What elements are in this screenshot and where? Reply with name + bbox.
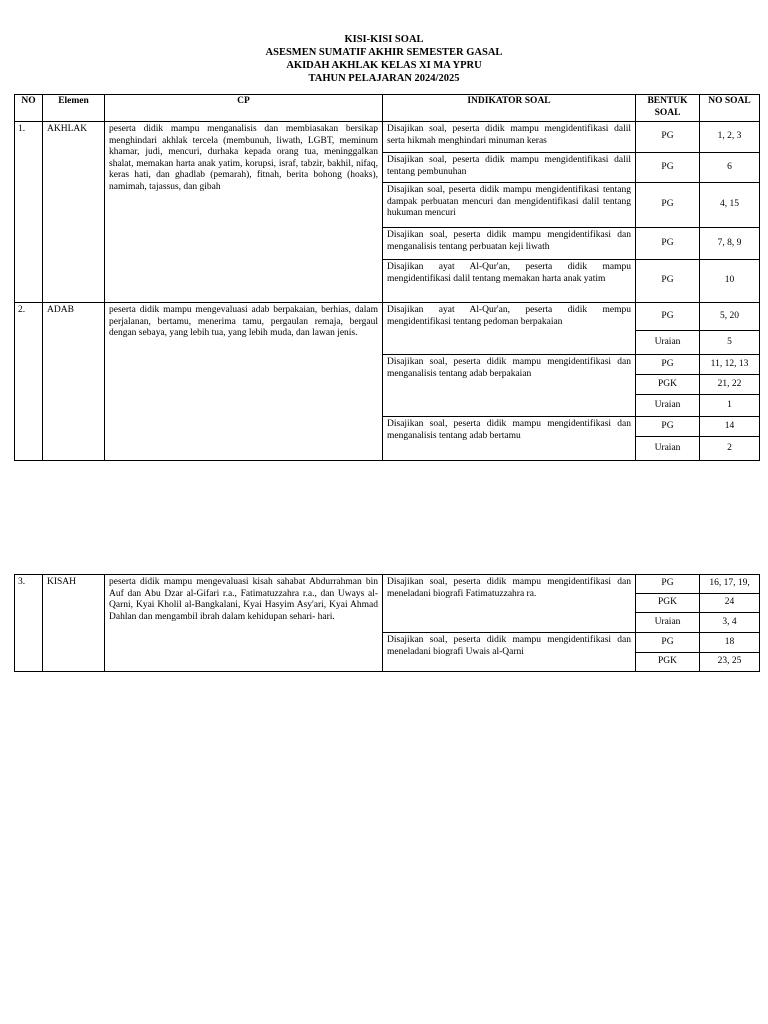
row-elemen: KISAH [43,575,105,672]
row-number: 1. [15,122,43,303]
row-bentuk-soal: Uraian [636,437,700,461]
row-bentuk-soal: Uraian [636,613,700,633]
title-line-1: KISI-KISI SOAL [344,34,424,45]
header-no: NO [15,95,43,122]
table-row [15,303,760,331]
row-bentuk-soal: PGK [636,653,700,672]
row-no-soal: 21, 22 [700,375,760,395]
row-no-soal: 24 [700,594,760,613]
row-no-soal: 5, 20 [700,303,760,331]
row-bentuk-soal: PGK [636,375,700,395]
row-elemen: ADAB [43,303,105,461]
row-no-soal: 6 [700,153,760,183]
kisi-kisi-table [14,94,760,461]
row-no-soal: 3, 4 [700,613,760,633]
document-title [0,33,768,85]
row-bentuk-soal: PG [636,633,700,653]
title-line-3: AKIDAH AKHLAK KELAS XI MA YPRU [286,60,482,71]
row-cp: peserta didik mampu menganalisis dan membiasakan bersikap menghindari akhlak tercela (membunuh, liwath, LGBT, meminum khamar, judi, mencuri, durhaka kepada orang tua, meninggalkan shalat, memakan harta anak yatim, korupsi, israf, tabzir, bakhil, nifaq, keras hati, dan ghadlab (pemarah), fitnah, berita bohong (hoaks), namimah, tajassus, dan gibah [105,122,383,303]
title-line-4: TAHUN PELAJARAN 2024/2025 [308,73,460,84]
row-bentuk-soal: PG [636,260,700,303]
row-number: 3. [15,575,43,672]
row-elemen: AKHLAK [43,122,105,303]
row-bentuk-soal: PG [636,575,700,594]
row-cp: peserta didik mampu mengevaluasi kisah sahabat Abdurrahman bin Auf dan Abu Dzar al-Gifari r.a., Fatimatuzzahra r.a., dan Uways al- Qarni, Kyai Kholil al-Bangkalani, Kyai Hasyim Asy'ari, Kyai Ahmad Dahlan dan mengambil ibrah dalam kehidupan sehari- hari. [105,575,383,672]
header-bentuk-soal: BENTUK SOAL [636,95,700,122]
row-bentuk-soal: Uraian [636,331,700,355]
row-no-soal: 1 [700,395,760,417]
row-no-soal: 1, 2, 3 [700,122,760,153]
row-bentuk-soal: PG [636,417,700,437]
row-no-soal: 14 [700,417,760,437]
row-no-soal: 2 [700,437,760,461]
header-indikator: INDIKATOR SOAL [383,95,636,122]
row-indikator: Disajikan soal, peserta didik mampu mengidentifikasi tentang dampak perbuatan mencuri dan mengidentifikasi dalil tentang hukuman mencuri [383,183,636,228]
row-number: 2. [15,303,43,461]
row-no-soal: 10 [700,260,760,303]
title-line-2: ASESMEN SUMATIF AKHIR SEMESTER GASAL [265,47,503,58]
row-bentuk-soal: PG [636,355,700,375]
row-indikator: Disajikan soal, peserta didik mampu mengidentifikasi dan meneladani biografi Fatimatuzzahra ra. [383,575,636,633]
table-row [15,122,760,153]
row-bentuk-soal: PGK [636,594,700,613]
row-no-soal: 18 [700,633,760,653]
kisi-kisi-table-continued [14,574,760,672]
row-bentuk-soal: PG [636,228,700,260]
table-header-row [15,95,760,122]
header-no-soal: NO SOAL [700,95,760,122]
row-no-soal: 4, 15 [700,183,760,228]
row-bentuk-soal: PG [636,153,700,183]
row-indikator: Disajikan soal, peserta didik mampu mengidentifikasi dan menganalisis tentang adab berpakaian [383,355,636,417]
row-indikator: Disajikan ayat Al-Qur'an, peserta didik mempu mengidentifikasi tentang pedoman berpakaian [383,303,636,355]
header-cp: CP [105,95,383,122]
header-elemen: Elemen [43,95,105,122]
row-no-soal: 11, 12, 13 [700,355,760,375]
table-row [15,575,760,594]
row-indikator: Disajikan ayat Al-Qur'an, peserta didik mampu mengidentifikasi dalil tentang memakan harta anak yatim [383,260,636,303]
row-indikator: Disajikan soal, peserta didik mampu mengidentifikasi dalil tentang pembunuhan [383,153,636,183]
row-indikator: Disajikan soal, peserta didik mampu mengidentifikasi dan menganalisis tentang perbuatan keji liwath [383,228,636,260]
row-no-soal: 23, 25 [700,653,760,672]
row-indikator: Disajikan soal, peserta didik mampu mengidentifikasi dan meneladani biografi Uwais al-Qarni [383,633,636,672]
row-bentuk-soal: Uraian [636,395,700,417]
row-bentuk-soal: PG [636,303,700,331]
row-bentuk-soal: PG [636,183,700,228]
row-indikator: Disajikan soal, peserta didik mampu mengidentifikasi dan menganalisis tentang adab bertamu [383,417,636,461]
row-cp: peserta didik mampu mengevaluasi adab berpakaian, berhias, dalam perjalanan, bertamu, menerima tamu, pergaulan remaja, bergaul dengan sebaya, yang lebih tua, yang lebih muda, dan lawan jenis. [105,303,383,461]
row-no-soal: 5 [700,331,760,355]
row-bentuk-soal: PG [636,122,700,153]
row-no-soal: 16, 17, 19, [700,575,760,594]
row-no-soal: 7, 8, 9 [700,228,760,260]
row-indikator: Disajikan soal, peserta didik mampu mengidentifikasi dalil serta hikmah menghindari minuman keras [383,122,636,153]
